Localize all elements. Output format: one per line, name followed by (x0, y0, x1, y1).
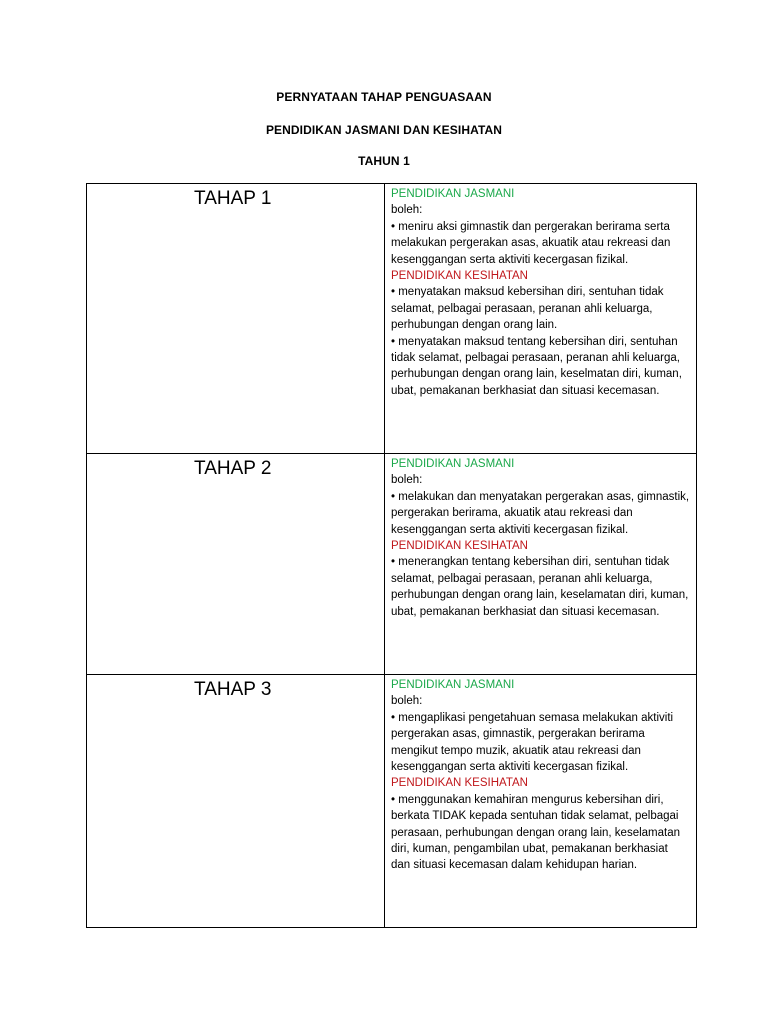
subject-title: PENDIDIKAN JASMANI DAN KESIHATAN (265, 123, 503, 137)
table-row-tahap-3 (87, 675, 697, 928)
document-title: PERNYATAAN TAHAP PENGUASAAN (276, 90, 492, 104)
pendidikan-jasmani-heading: PENDIDIKAN JASMANI (391, 679, 515, 691)
table-row-tahap-2 (87, 454, 697, 675)
jasmani-point: • meniru aksi gimnastik dan pergerakan berirama serta melakukan pergerakan asas, akuatik atau rekreasi dan kesenggangan serta aktiviti kecergasan fizikal. (391, 220, 671, 266)
kesihatan-point: • menyatakan maksud kebersihan diri, sentuhan tidak selamat, pelbagai perasaan, peranan ahli keluarga, perhubungan dengan orang lain. (391, 286, 664, 332)
boleh-intro: boleh: (391, 474, 423, 487)
level-label: TAHAP 3 (194, 679, 272, 700)
jasmani-point: • melakukan dan menyatakan pergerakan asas, gimnastik, pergerakan berirama, akuatik atau rekreasi dan kesenggangan serta aktiviti kecergasan fizikal. (391, 490, 690, 536)
level-description-cell (385, 675, 697, 928)
pendidikan-jasmani-heading: PENDIDIKAN JASMANI (391, 458, 515, 470)
pendidikan-kesihatan-heading: PENDIDIKAN KESIHATAN (391, 777, 528, 790)
level-label-cell (87, 454, 385, 675)
kesihatan-point: • menyatakan maksud tentang kebersihan diri, sentuhan tidak selamat, pelbagai perasaan, peranan ahli keluarga, perhubungan dengan orang lain, keselmatan diri, kuman, ubat, pemakanan berkhasiat dan situasi kecemasan. (391, 335, 682, 397)
pendidikan-kesihatan-heading: PENDIDIKAN KESIHATAN (391, 270, 528, 283)
pendidikan-kesihatan-heading: PENDIDIKAN KESIHATAN (391, 540, 528, 553)
pendidikan-jasmani-heading: PENDIDIKAN JASMANI (391, 188, 515, 200)
boleh-intro: boleh: (391, 695, 423, 708)
level-label-cell (87, 184, 385, 454)
kesihatan-point: • menerangkan tentang kebersihan diri, sentuhan tidak selamat, pelbagai perasaan, peranan ahli keluarga, perhubungan dengan orang lain, keselamatan diri, kuman, ubat, pemakanan berkhasiat dan situasi kecemasan. (391, 556, 689, 618)
jasmani-point: • mengaplikasi pengetahuan semasa melakukan aktiviti pergerakan asas, gimnastik, pergerakan berirama mengikut tempo muzik, akuatik atau rekreasi dan kesenggangan serta aktiviti kecergasan fizikal. (391, 711, 674, 774)
year-title: TAHUN 1 (358, 154, 410, 168)
mastery-level-table (86, 183, 697, 928)
boleh-intro: boleh: (391, 204, 423, 217)
kesihatan-point: • menggunakan kemahiran mengurus kebersihan diri, berkata TIDAK kepada sentuhan tidak selamat, pelbagai perasaan, perhubungan dengan orang lain, keselamatan diri, kuman, pengambilan ubat, pemakanan berkhasiat dan situasi kecemasan dalam kehidupan harian. (391, 793, 680, 872)
level-description-cell (385, 184, 697, 454)
level-label: TAHAP 1 (194, 188, 272, 209)
level-label: TAHAP 2 (194, 458, 272, 479)
level-label-cell (87, 675, 385, 928)
level-description-cell (385, 454, 697, 675)
table-row-tahap-1 (87, 184, 697, 454)
